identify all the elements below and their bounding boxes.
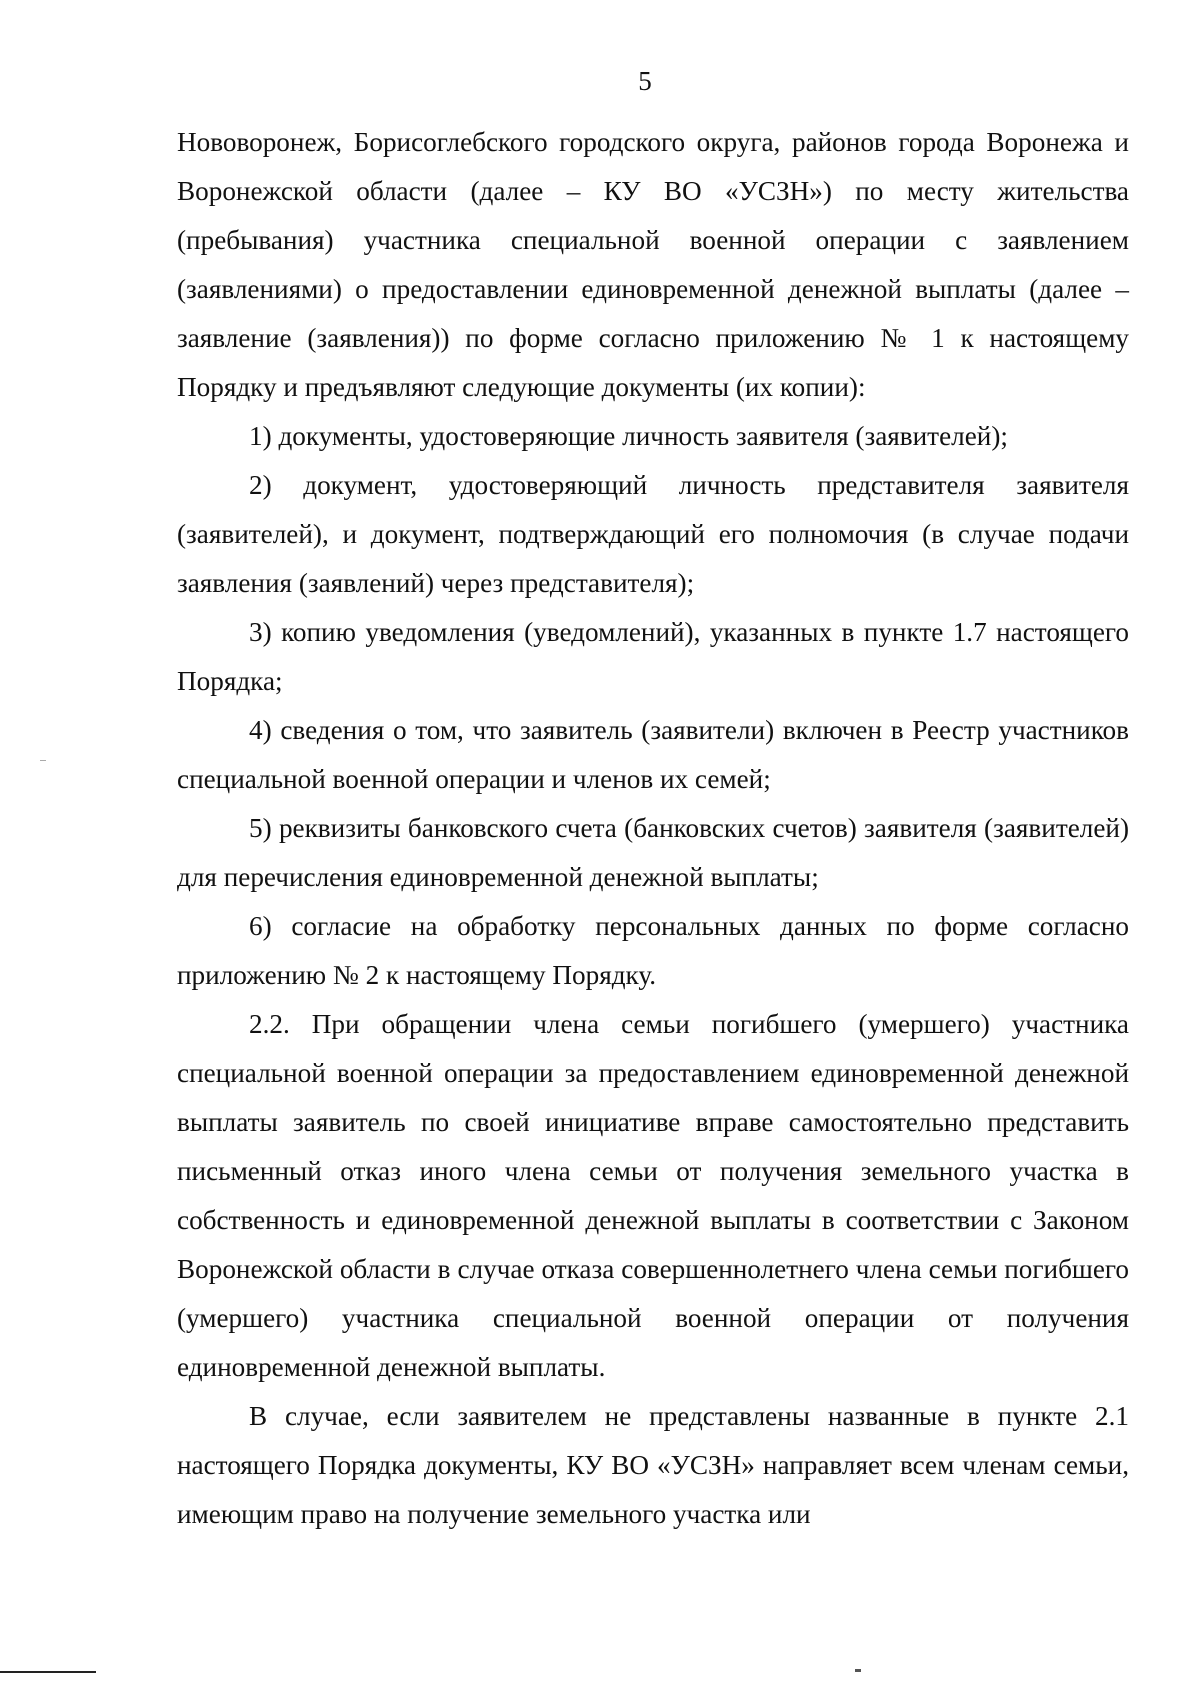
page-number: 5 xyxy=(638,66,652,96)
scan-artifact xyxy=(855,1669,861,1672)
list-item-2: 2) документ, удостоверяющий личность представителя заявителя (заявителей), и документ, подтверждающий его полномочия (в случае подачи заявления (заявлений) через представителя); xyxy=(177,470,1129,598)
paragraph-continuation: Нововоронеж, Борисоглебского городского округа, районов города Воронежа и Воронежской области (далее – КУ ВО «УСЗН») по месту жительства (пребывания) участника специальной военной операции с заявлением (заявлениями) о предоставлении единовременной денежной выплаты (далее – заявление (заявления)) по форме согласно приложению № 1 к настоящему Порядку и предъявляют следующие документы (их копии): xyxy=(177,127,1129,402)
list-item-1: 1) документы, удостоверяющие личность заявителя (заявителей); xyxy=(249,421,1008,451)
section-2-2-paragraph: 2.2. При обращении члена семьи погибшего (умершего) участника специальной военной операции за предоставлением единовременной денежной выплаты заявитель по своей инициативе вправе самостоятельно представить письменный отказ иного члена семьи от получения земельного участка в собственность и единовременной денежной выплаты в соответствии с Законом Воронежской области в случае отказа совершеннолетнего члена семьи погибшего (умершего) участника специальной военной операции от получения единовременной денежной выплаты. xyxy=(177,1009,1129,1382)
list-item-5: 5) реквизиты банковского счета (банковских счетов) заявителя (заявителей) для перечисления единовременной денежной выплаты; xyxy=(177,813,1129,892)
footer-rule xyxy=(0,1671,96,1673)
final-paragraph: В случае, если заявителем не представлены названные в пункте 2.1 настоящего Порядка документы, КУ ВО «УСЗН» направляет всем членам семьи, имеющим право на получение земельного участка или xyxy=(177,1401,1129,1529)
list-item-6: 6) согласие на обработку персональных данных по форме согласно приложению № 2 к настоящему Порядку. xyxy=(177,911,1129,990)
document-body xyxy=(177,118,1129,1539)
list-item-4: 4) сведения о том, что заявитель (заявители) включен в Реестр участников специальной военной операции и членов их семей; xyxy=(177,715,1129,794)
list-item-3: 3) копию уведомления (уведомлений), указанных в пункте 1.7 настоящего Порядка; xyxy=(177,617,1129,696)
scan-margin-mark xyxy=(40,760,46,761)
